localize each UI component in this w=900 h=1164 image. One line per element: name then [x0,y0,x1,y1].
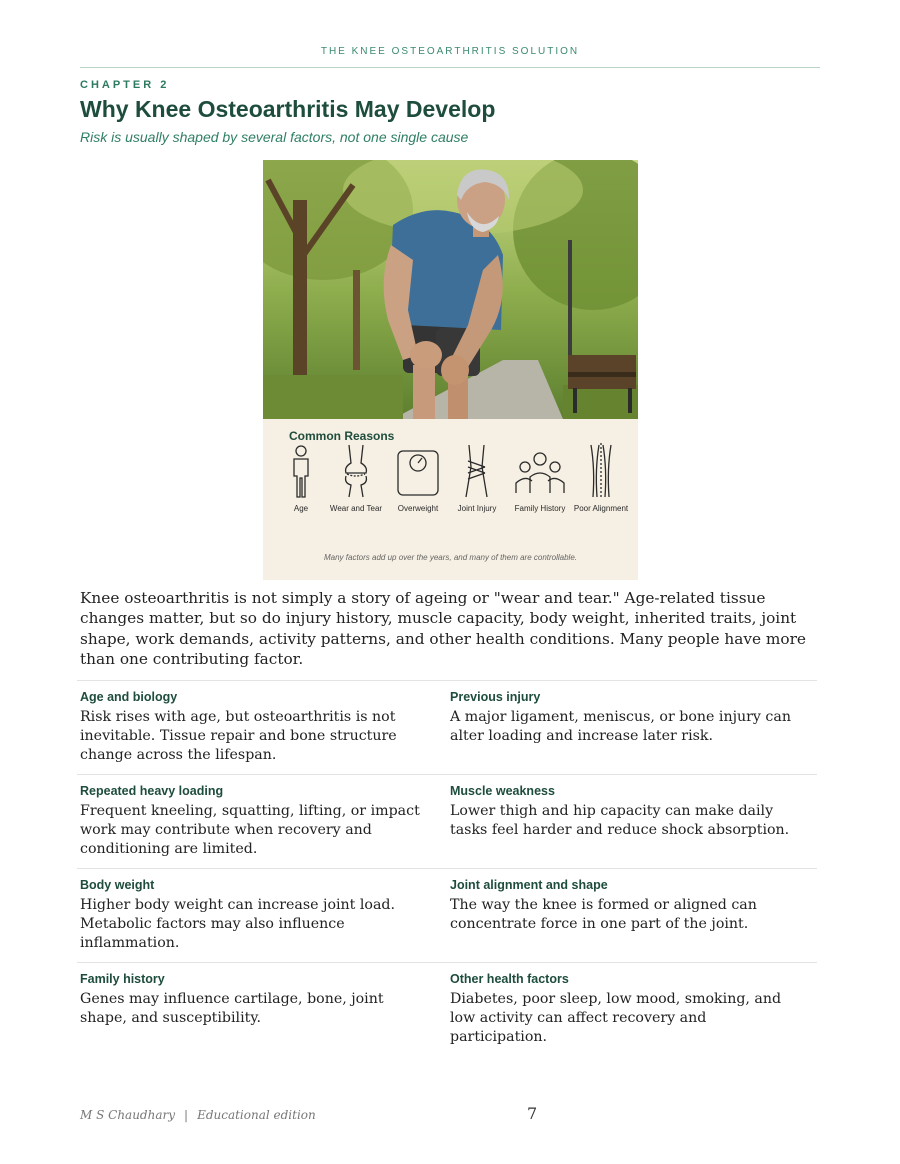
reason-label: Wear and Tear [329,504,383,513]
knee-joint-icon [336,443,376,499]
factor-title: Previous injury [450,690,541,704]
factor-repeated-heavy-loading [77,775,447,868]
page-number: 7 [527,1104,538,1123]
reason-poor-alignment [571,443,631,514]
factor-row [77,680,817,774]
factor-body-weight [77,869,447,962]
man-holding-knee-photo [263,160,638,419]
factor-text: Lower thigh and hip capacity can make daily tasks feel harder and reduce shock absorption. [450,803,790,838]
family-icon [514,443,566,499]
common-reasons-panel [263,419,638,580]
reason-label: Joint Injury [457,504,497,513]
factor-title: Repeated heavy loading [80,784,224,798]
factor-text: Risk rises with age, but osteoarthritis is not inevitable. Tissue repair and bone structure change across the lifespan. [80,709,397,763]
reason-label: Family History [514,504,566,513]
factor-previous-injury [447,681,817,774]
factor-title: Joint alignment and shape [450,878,608,892]
person-icon [281,443,321,499]
factor-age-and-biology [77,681,447,774]
scale-icon [396,443,440,499]
factor-title: Age and biology [80,690,178,704]
bandaged-leg-icon [457,443,497,499]
reason-label: Poor Alignment [573,504,629,513]
factor-row [77,962,817,1056]
header-divider [80,67,820,68]
page-title: Why Knee Osteoarthritis May Develop [80,96,496,122]
factor-text: The way the knee is formed or aligned can concentrate force in one part of the joint. [450,897,757,932]
reason-joint-injury [447,443,507,514]
factor-title: Body weight [80,878,155,892]
factor-text: Diabetes, poor sleep, low mood, smoking, and low activity can affect recovery and participation. [450,991,782,1045]
reason-overweight [388,443,448,514]
intro-paragraph: Knee osteoarthritis is not simply a story of ageing or "wear and tear." Age-related tissue changes matter, but so do injury history, muscle capacity, body weight, inherited traits, joint shape, work demands, activity patterns, and other health conditions. Many people have more than one contributing factor. [80,589,806,668]
factor-title: Family history [80,972,165,986]
running-header: THE KNEE OSTEOARTHRITIS SOLUTION [320,46,580,57]
factor-title: Other health factors [450,972,569,986]
reason-wear-and-tear [326,443,386,514]
factor-text: Genes may influence cartilage, bone, joint shape, and susceptibility. [80,991,384,1026]
panel-caption: Many factors add up over the years, and many of them are controllable. [323,553,578,562]
factor-row [77,868,817,962]
factor-text: Higher body weight can increase joint load. Metabolic factors may also influence inflammation. [80,897,396,951]
reason-label: Age [293,504,309,513]
reason-family-history [510,443,570,514]
page-subtitle: Risk is usually shaped by several factors, not one single cause [80,129,469,145]
factor-other-health-factors [447,963,817,1056]
factors-grid [77,680,817,1056]
factor-text: A major ligament, meniscus, or bone injury can alter loading and increase later risk. [450,709,791,744]
leg-alignment-icon [581,443,621,499]
illustration-figure [263,160,638,580]
panel-title: Common Reasons [289,429,395,443]
factor-muscle-weakness [447,775,817,868]
factor-title: Muscle weakness [450,784,555,798]
reason-label: Overweight [397,504,439,513]
factor-text: Frequent kneeling, squatting, lifting, or impact work may contribute when recovery and conditioning are limited. [80,803,420,857]
footer-edition: Educational edition [197,1108,316,1122]
factor-family-history [77,963,447,1056]
chapter-label: CHAPTER 2 [80,79,170,91]
reason-age [271,443,331,514]
footer-credit [80,1108,316,1122]
factor-joint-alignment-and-shape [447,869,817,962]
factor-row [77,774,817,868]
footer-author: M S Chaudhary [80,1108,176,1122]
footer-separator: | [184,1108,189,1122]
